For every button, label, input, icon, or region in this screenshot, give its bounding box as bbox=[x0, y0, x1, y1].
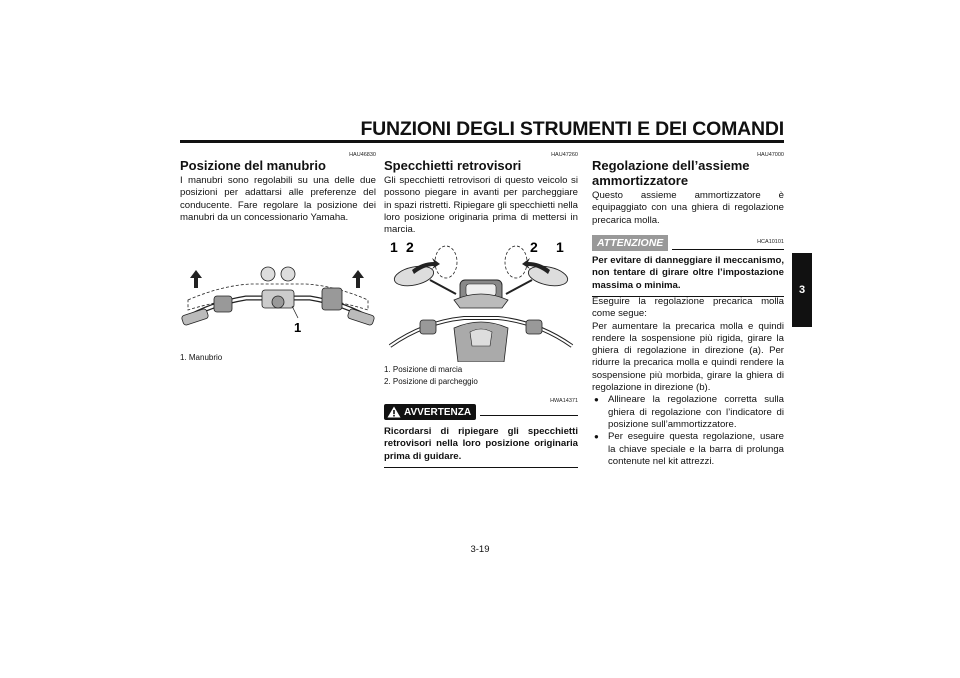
handlebar-figure bbox=[180, 258, 376, 348]
section-mirrors bbox=[384, 152, 578, 236]
arrow-up-icon bbox=[352, 270, 364, 288]
mirrors-figure bbox=[384, 236, 578, 362]
instruction-paragraph: Eseguire la regolazione precarica molla come segue: bbox=[592, 296, 784, 320]
caution-text: Per evitare di danneggiare il meccanismo, non tentare di girare oltre l’impostazione massima o minima. bbox=[592, 255, 784, 297]
section-paragraph: Questo assieme ammortizzatore è equipaggiato con una ghiera di regolazione precarica molla. bbox=[592, 190, 784, 226]
arrow-up-icon bbox=[190, 270, 202, 288]
section-handlebar bbox=[180, 152, 376, 224]
section-shock bbox=[592, 152, 784, 227]
caution-code: HCA10101 bbox=[757, 239, 784, 245]
figure-caption: 1. Posizione di marcia bbox=[384, 365, 463, 374]
caution-block bbox=[592, 235, 784, 297]
figure-callout: 1 bbox=[390, 239, 398, 255]
title-rule bbox=[180, 140, 784, 143]
figure-caption: 1. Manubrio bbox=[180, 353, 223, 362]
section-code: HAU46830 bbox=[349, 152, 376, 158]
warning-triangle-icon bbox=[387, 406, 401, 418]
section-heading: Posizione del manubrio bbox=[180, 158, 326, 173]
section-heading: Specchietti retrovisori bbox=[384, 158, 522, 173]
section-heading: Regolazione dell’assieme ammortizzatore bbox=[592, 158, 750, 188]
figure-caption: 2. Posizione di parcheggio bbox=[384, 377, 478, 386]
caution-label-box bbox=[592, 235, 668, 251]
figure-callout: 1 bbox=[556, 239, 564, 255]
instruction-paragraph: Per aumentare la precarica molla e quindi rendere la sospensione più rigida, girare la ghiera di regolazione in direzione (a). Per ridurre la precarica molla e quindi rendere la sospensione più morbida, girare la ghiera di regolazione in direzione (b). bbox=[592, 320, 784, 394]
mirror-right bbox=[527, 263, 570, 289]
section-code: HAU47000 bbox=[757, 152, 784, 158]
page-title: FUNZIONI DEGLI STRUMENTI E DEI COMANDI bbox=[360, 118, 784, 140]
figure-callout: 2 bbox=[530, 239, 538, 255]
warning-code: HWA14371 bbox=[550, 398, 578, 404]
section-paragraph: Gli specchietti retrovisori di questo veicolo si possono piegare in avanti per parcheggiare in spazi ristretti. Ripiegare gli specchietti nella loro posizione originaria prima di mettersi in marcia. bbox=[384, 175, 578, 236]
page-number: 3-19 bbox=[470, 544, 490, 555]
list-item: ● Allineare la regolazione corretta sulla ghiera di regolazione con l’indicatore di posizione sull’ammortizzatore. bbox=[594, 394, 784, 431]
section-paragraph: I manubri sono regolabili su una delle due posizioni per adattarsi alle preferenze del conducente. Fare regolare la posizione dei manubri da un concessionario Yamaha. bbox=[180, 175, 376, 223]
warning-label-box bbox=[384, 404, 476, 420]
instructions bbox=[592, 296, 784, 468]
list-item: ● Per eseguire questa regolazione, usare la chiave speciale e la barra di prolunga contenute nel kit attrezzi. bbox=[594, 431, 784, 468]
warning-label: AVVERTENZA bbox=[404, 406, 472, 418]
chapter-tab: 3 bbox=[792, 253, 812, 327]
warning-text: Ricordarsi di ripiegare gli specchietti retrovisori nella loro posizione originaria prima di guidare. bbox=[384, 426, 578, 468]
section-code: HAU47260 bbox=[551, 152, 578, 158]
figure-callout: 2 bbox=[406, 239, 414, 255]
mirror-left bbox=[393, 263, 436, 289]
figure-callout: 1 bbox=[294, 320, 302, 335]
warning-block bbox=[384, 404, 578, 468]
caution-label: ATTENZIONE bbox=[597, 237, 664, 249]
